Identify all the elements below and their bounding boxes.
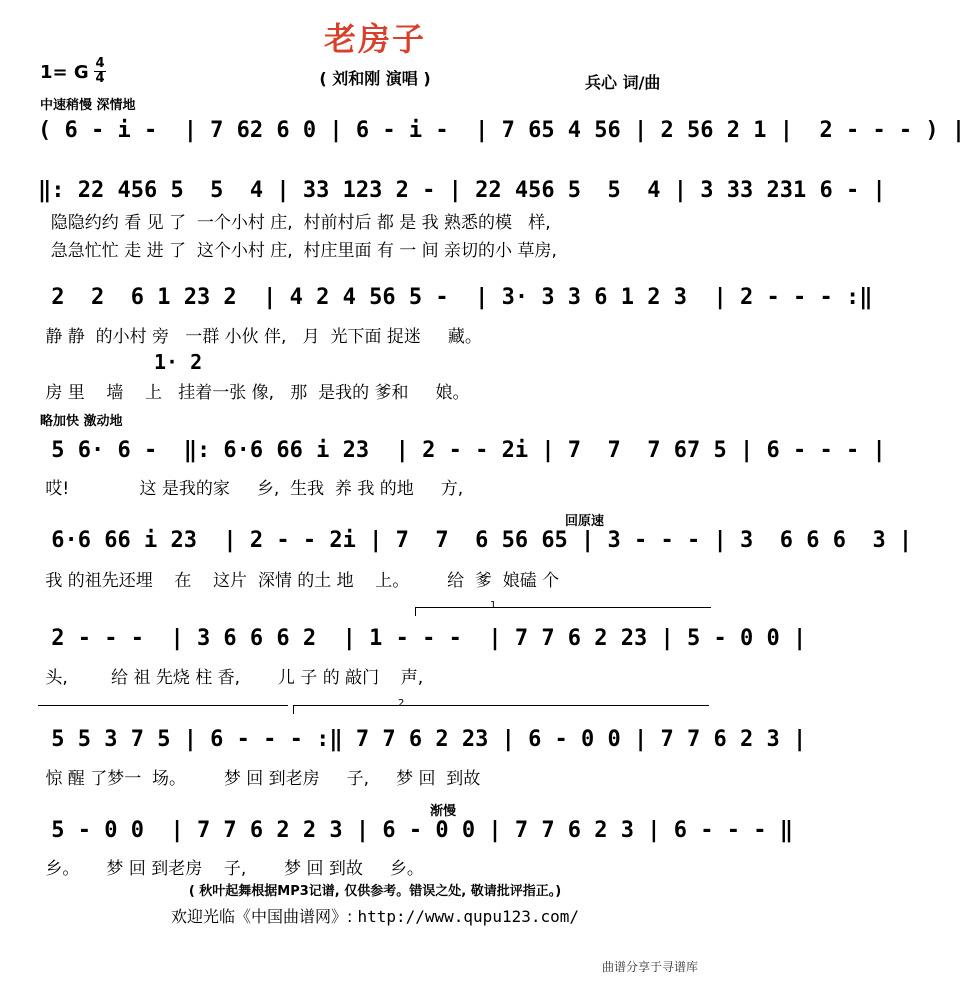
watermark: 曲谱分享于寻谱库 [602, 960, 699, 974]
credit: 兵心 词/曲 [585, 73, 661, 92]
time-sig-top: 4 [95, 56, 105, 71]
song-title: 老房子 [323, 20, 426, 58]
lyric-row-3-verse-2: 房 里 墙 上 挂着一张 像, 那 是我的 爹和 娘。 [40, 383, 470, 403]
tempo-marking: 中速稍慢 深情地 [40, 98, 136, 113]
time-sig-bottom: 4 [95, 71, 105, 86]
volta-bracket-1 [415, 607, 711, 616]
site-url-link[interactable]: http://www.qupu123.com/ [357, 907, 580, 926]
lyric-row-3-verse-1: 静 静 的小村 旁 一群 小伙 伴, 月 光下面 捉迷 藏。 [40, 327, 482, 347]
performer: ( 刘和刚 演唱 ) [319, 69, 431, 88]
transcription-note: ( 秋叶起舞根据MP3记谱, 仅供参考。错误之处, 敬请批评指正。) [188, 884, 562, 899]
lyric-row-6: 头, 给 祖 先烧 柱 香, 儿 子 的 敲门 声, [40, 668, 424, 688]
volta-bracket-1-cont [38, 705, 288, 714]
volta-number-2: 2 [398, 698, 405, 709]
volta-bracket-2 [293, 705, 709, 714]
tempo-marking-2: 略加快 激动地 [40, 414, 123, 429]
volta-alt-notes: 1· 2 [154, 350, 203, 374]
score-row-2: ‖: 22 456 5 5 4 | 33 123 2 - | 22 456 5 5 4 | 3 33 231 6 - | [38, 178, 886, 203]
lyric-row-4: 哎! 这 是我的家 乡, 生我 养 我 的地 方, [40, 479, 464, 499]
lyric-row-2-verse-1: 隐隐约约 看 见 了 一个小村 庄, 村前村后 都 是 我 熟悉的模 样, [40, 213, 551, 233]
welcome-line [0, 904, 750, 927]
volta-number-1: 1 [490, 600, 497, 611]
score-row-4: 5 6· 6 - ‖: 6·6 66 i 23 | 2 - - 2i | 7 7 7 67 5 | 6 - - - | [38, 438, 886, 463]
lyric-row-8: 乡。 梦 回 到老房 子, 梦 回 到故 乡。 [40, 859, 424, 879]
score-row-6: 2 - - - | 3 6 6 6 2 | 1 - - - | 7 7 6 2 23 | 5 - 0 0 | [38, 626, 807, 651]
score-row-1: ( 6 - i - | 7 62 6 0 | 6 - i - | 7 65 4 56 | 2 56 2 1 | 2 - - - ) | [38, 118, 965, 143]
welcome-text: 欢迎光临《中国曲谱网》: [170, 907, 358, 926]
lyric-row-7: 惊 醒 了梦一 场。 梦 回 到老房 子, 梦 回 到故 [40, 769, 481, 789]
score-row-8: 5 - 0 0 | 7 7 6 2 2 3 | 6 - 0 0 | 7 7 6 2 3 | 6 - - - ‖ [38, 818, 793, 843]
tempo-marking-4: 渐慢 [430, 804, 457, 819]
lyric-row-5: 我 的祖先还埋 在 这片 深情 的土 地 上。 给 爹 娘磕 个 [40, 571, 560, 591]
key-signature: 1= G [40, 62, 89, 83]
tempo-marking-3: 回原速 [565, 514, 605, 529]
score-row-5: 6·6 66 i 23 | 2 - - 2i | 7 7 6 56 65 | 3 - - - | 3 6 6 6 3 | [38, 528, 913, 553]
score-row-7: 5 5 3 7 5 | 6 - - - :‖ 7 7 6 2 23 | 6 - 0 0 | 7 7 6 2 3 | [38, 727, 807, 752]
lyric-row-2-verse-2: 急急忙忙 走 进 了 这个小村 庄, 村庄里面 有 一 间 亲切的小 草房, [40, 241, 557, 261]
score-row-3: 2 2 6 1 23 2 | 4 2 4 56 5 - | 3· 3 3 6 1 2 3 | 2 - - - :‖ [38, 285, 873, 310]
